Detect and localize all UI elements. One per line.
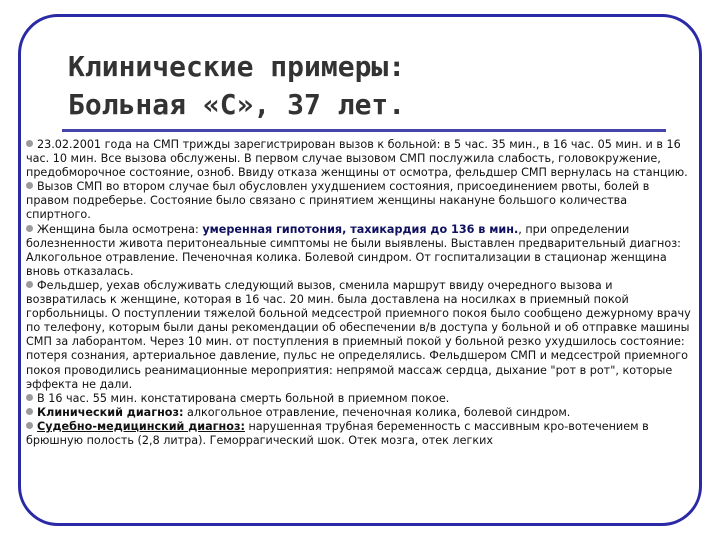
paragraph-4-text: Фельдшер, уехав обслуживать следующий вызов, сменила маршрут ввиду очередного вызова и возвратилась к женщине, которая в 16 час. 20 мин. была доставлена на носилках в приемный покой горбольницы. О поступлении тяжелой больной медсестрой приемного покоя было сообщено дежурному врачу по телефону, которым были даны рекомендации об обеспечении в/в доступа у больной и об отправке машины СМП за лаборантом. Через 10 мин. от поступления в приемный покой у больной резко ухудшилось состояние: потеря сознания, артериальное давление, пульс не определялись. Фельдшером СМП и медсестрой приемного покоя проводились реанимационные мероприятия: непрямой массаж сердца, дыхание "рот в рот", которые эффекта не дали.	[26, 278, 691, 391]
bullet-dot-icon	[26, 225, 33, 232]
forensic-diagnosis-label: Судебно-медицинский диагноз:	[37, 419, 245, 433]
clinical-diagnosis-text: алкогольное отравление, печеночная колика, болевой синдром.	[183, 405, 571, 419]
title-line-2: Больная «С», 37 лет.	[68, 88, 406, 121]
clinical-diagnosis-label: Клинический диагноз:	[37, 405, 184, 419]
bullet-dot-icon	[26, 182, 33, 189]
paragraph-6	[26, 406, 692, 420]
bullet-dot-icon	[26, 394, 33, 401]
case-description	[26, 138, 692, 448]
paragraph-3-rest: , при определении болезненности живота перитонеальные симптомы не были выявлены. Выставлен предварительный диагноз: Алкогольное отравление. Печеночная колика. Болевой синдром. От госпитализации в стационар женщина вновь отказалась.	[26, 222, 681, 278]
paragraph-7	[26, 420, 692, 448]
paragraph-1	[26, 138, 692, 180]
bullet-dot-icon	[26, 422, 33, 429]
forensic-diagnosis-text: нарушенная трубная беременность с массивным кро-вотечением в брюшную полость (2,8 литра). Геморрагический шок. Отек мозга, отек легких	[26, 419, 649, 447]
paragraph-5	[26, 392, 692, 406]
paragraph-3-lead: Женщина была осмотрена:	[37, 222, 203, 236]
paragraph-1-text: 23.02.2001 года на СМП трижды зарегистрирован вызов к больной: в 5 час. 35 мин., в 16 час. 05 мин. и в 16 час. 10 мин. Все вызова обслужены. В первом случае вызовом СМП послужила слабость, головокружение, предобморочное состояние, озноб. Ввиду отказа женщины от осмотра, фельдшер СМП вернулась на станцию.	[26, 138, 688, 180]
paragraph-4	[26, 279, 692, 392]
paragraph-3	[26, 223, 692, 279]
slide-title	[68, 48, 405, 124]
paragraph-2	[26, 180, 692, 222]
bullet-dot-icon	[26, 281, 33, 288]
title-line-1: Клинические примеры:	[68, 50, 406, 83]
paragraph-2-text: Вызов СМП во втором случае был обусловлен ухудшением состояния, присоединением рвоты, болей в правом подреберье. Состояние было связано с принятием женщины накануне большого количества спиртного.	[26, 180, 650, 222]
paragraph-3-highlight: умеренная гипотония, тахикардия до 136 в мин.	[202, 222, 519, 236]
title-divider	[62, 129, 666, 132]
paragraph-5-text: В 16 час. 55 мин. констатирована смерть больной в приемном покое.	[37, 391, 450, 405]
bullet-dot-icon	[26, 408, 33, 415]
bullet-dot-icon	[26, 140, 33, 147]
